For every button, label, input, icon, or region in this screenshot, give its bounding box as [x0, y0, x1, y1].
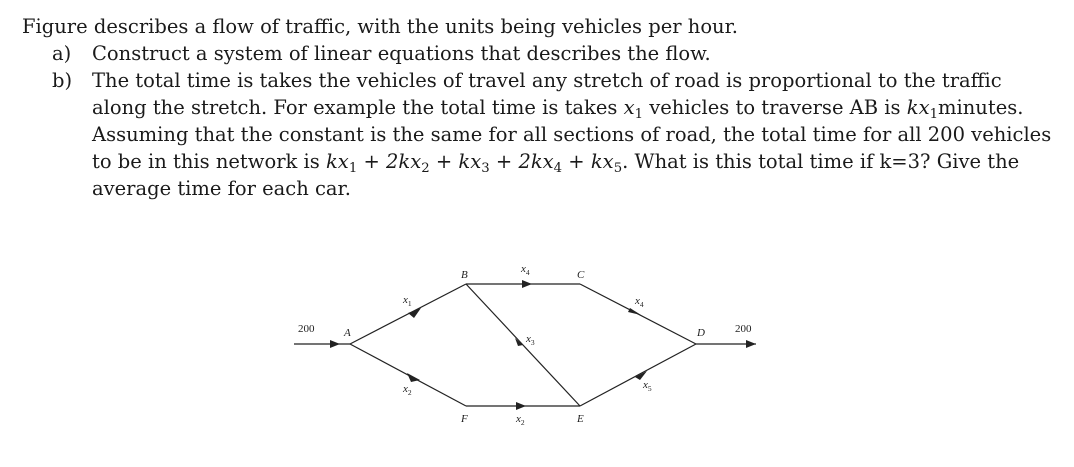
- part-b-line-5: average time for each car.: [92, 177, 351, 200]
- arrow-bc: [522, 280, 532, 288]
- part-a-text: Construct a system of linear equations that describes the flow.: [92, 42, 711, 65]
- arrow-outflow: [746, 340, 756, 348]
- edge-cd-label: $x_4$: [635, 295, 644, 309]
- traffic-network-figure: [290, 250, 770, 440]
- edge-fe-label: $x_2$: [516, 413, 525, 427]
- math-x1: $x_1$: [623, 96, 644, 122]
- edge-ed-label: $x_5$: [643, 379, 652, 393]
- arrow-ab: [408, 308, 421, 318]
- part-a-label: a): [52, 42, 72, 65]
- node-a-label: A: [344, 327, 351, 339]
- node-d-label: D: [697, 327, 705, 339]
- node-b-label: B: [461, 269, 468, 281]
- part-b-line-2-mid: vehicles to traverse AB is: [643, 96, 907, 119]
- flow-out-label: 200: [735, 323, 752, 335]
- edge-af-label: $x_2$: [403, 383, 412, 397]
- arrow-inflow: [330, 340, 340, 348]
- problem-statement: [22, 13, 1062, 202]
- part-a: [52, 40, 1062, 67]
- arrow-cd: [628, 308, 641, 315]
- part-b-text: [92, 67, 1062, 202]
- road-ab: [350, 284, 466, 344]
- node-f-label: F: [461, 413, 468, 425]
- part-b: [52, 67, 1062, 202]
- node-c-label: C: [577, 269, 585, 281]
- edge-be-label: $x_3$: [526, 333, 535, 347]
- part-b-line-4-start: to be in this network is: [92, 150, 326, 173]
- part-b-label: b): [52, 69, 73, 92]
- edge-ab-label: $x_1$: [403, 294, 412, 308]
- total-time-formula: $kx_1 + 2kx_2 + kx_3 + 2kx_4 + kx_5$: [325, 150, 623, 176]
- edge-bc-label: $x_4$: [521, 263, 530, 277]
- flow-in-label: 200: [298, 323, 315, 335]
- part-b-line-3: Assuming that the constant is the same for all sections of road, the total time for all 200 vehicles: [92, 123, 1052, 146]
- arrow-be: [515, 338, 523, 346]
- part-b-line-2-start: along the stretch. For example the total time is takes: [92, 96, 624, 119]
- arrow-fe: [516, 402, 526, 410]
- problem-intro: Figure describes a flow of traffic, with the units being vehicles per hour.: [22, 15, 738, 38]
- node-e-label: E: [577, 413, 584, 425]
- part-b-line-2-end: minutes.: [938, 96, 1024, 119]
- traffic-network-diagram: [290, 250, 770, 440]
- road-ed: [580, 344, 696, 406]
- part-b-line-4-end: . What is this total time if k=3? Give the: [622, 150, 1020, 173]
- part-b-line-4: [92, 148, 1062, 175]
- part-b-line-1: The total time is takes the vehicles of travel any stretch of road is proportional to the traffic: [92, 69, 1002, 92]
- math-kx1: $kx_1$: [906, 96, 939, 122]
- part-b-line-2: [92, 94, 1062, 121]
